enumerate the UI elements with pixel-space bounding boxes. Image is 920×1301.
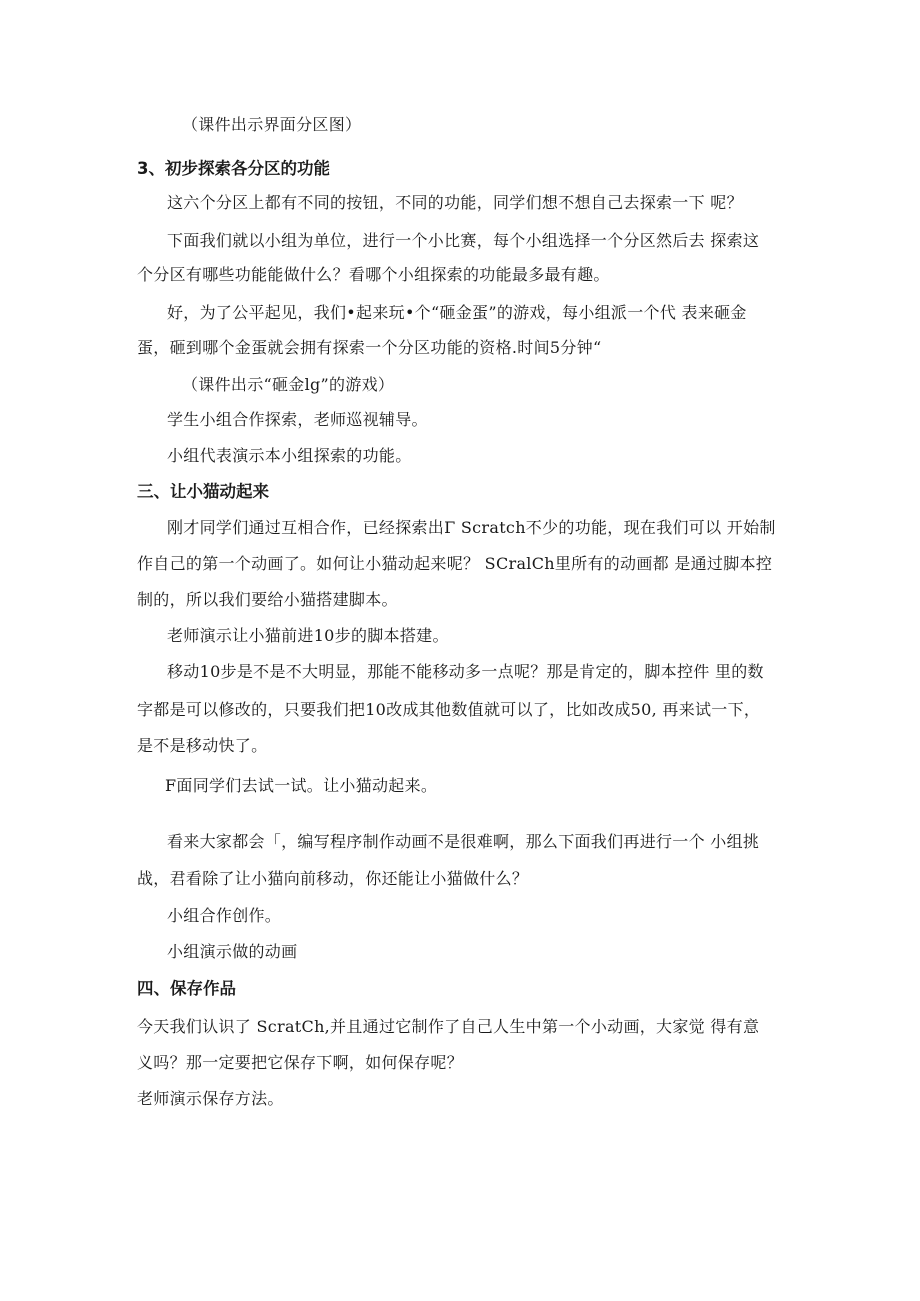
caption-line: （课件出示界面分区图） [182,115,362,134]
paragraph-line: 这六个分区上都有不同的按钮，不同的功能，同学们想不想自己去探索一下 呢？ [167,193,743,212]
paragraph-line: 字都是可以修改的，只要我们把10改成其他数值就可以了，比如改成50, 再来试一下， [137,700,761,719]
paragraph-line: 小组合作创作。 [167,906,282,925]
paragraph-line: 义吗？那一定要把它保存下啊，如何保存呢？ [137,1053,464,1072]
paragraph-line: 老师演示让小猫前进10步的脚本搭建。 [167,626,449,645]
paragraph-line: 下面我们就以小组为单位，进行一个小比赛，每个小组选择一个分区然后去 探索这 [167,231,760,250]
paragraph-line: 学生小组合作探索，老师巡视辅导。 [167,410,428,429]
paragraph-line: 老师演示保存方法。 [137,1089,284,1108]
paragraph-line: F面同学们去试一试。让小猫动起来。 [165,776,438,795]
paragraph-line: 今天我们认识了 ScratCh,并且通过它制作了自己人生中第一个小动画，大家觉 得有意 [137,1017,760,1036]
paragraph-line: 小组代表演示本小组探索的功能。 [167,446,412,465]
section-heading: 3、初步探索各分区的功能 [137,159,330,178]
paragraph-line: 好，为了公平起见，我们•起来玩•个“砸金蛋”的游戏，每小组派一个代 表来砸金 [167,303,747,322]
paragraph-line: 制的，所以我们要给小猫搭建脚本。 [137,590,398,609]
section-heading: 四、保存作品 [137,979,236,998]
paragraph-line: 小组演示做的动画 [167,942,298,961]
paragraph-line: 刚才同学们通过互相合作，已经探索出Γ Scratch不少的功能，现在我们可以 开始制 [167,518,776,537]
paragraph-line: 作自己的第一个动画了。如何让小猫动起来呢？ SCralCh里所有的动画都 是通过脚本控 [137,554,773,573]
paragraph-line: 移动10步是不是不大明显，那能不能移动多一点呢？那是肯定的，脚本控件 里的数 [167,662,764,681]
paragraph-line: 看来大家都会「，编写程序制作动画不是很难啊，那么下面我们再进行一个 小组挑 [167,832,760,851]
section-heading: 三、让小猫动起来 [137,482,269,501]
paragraph-line: 蛋，砸到哪个金蛋就会拥有探索一个分区功能的资格.时间5分钟“ [137,338,602,357]
paragraph-line: 个分区有哪些功能能做什么？看哪个小组探索的功能最多最有趣。 [137,265,610,284]
paragraph-line: 战，君看除了让小猫向前移动，你还能让小猫做什么？ [137,869,529,888]
paragraph-line: 是不是移动快了。 [137,736,268,755]
caption-line: （课件出示“砸金lg”的游戏） [182,375,395,394]
